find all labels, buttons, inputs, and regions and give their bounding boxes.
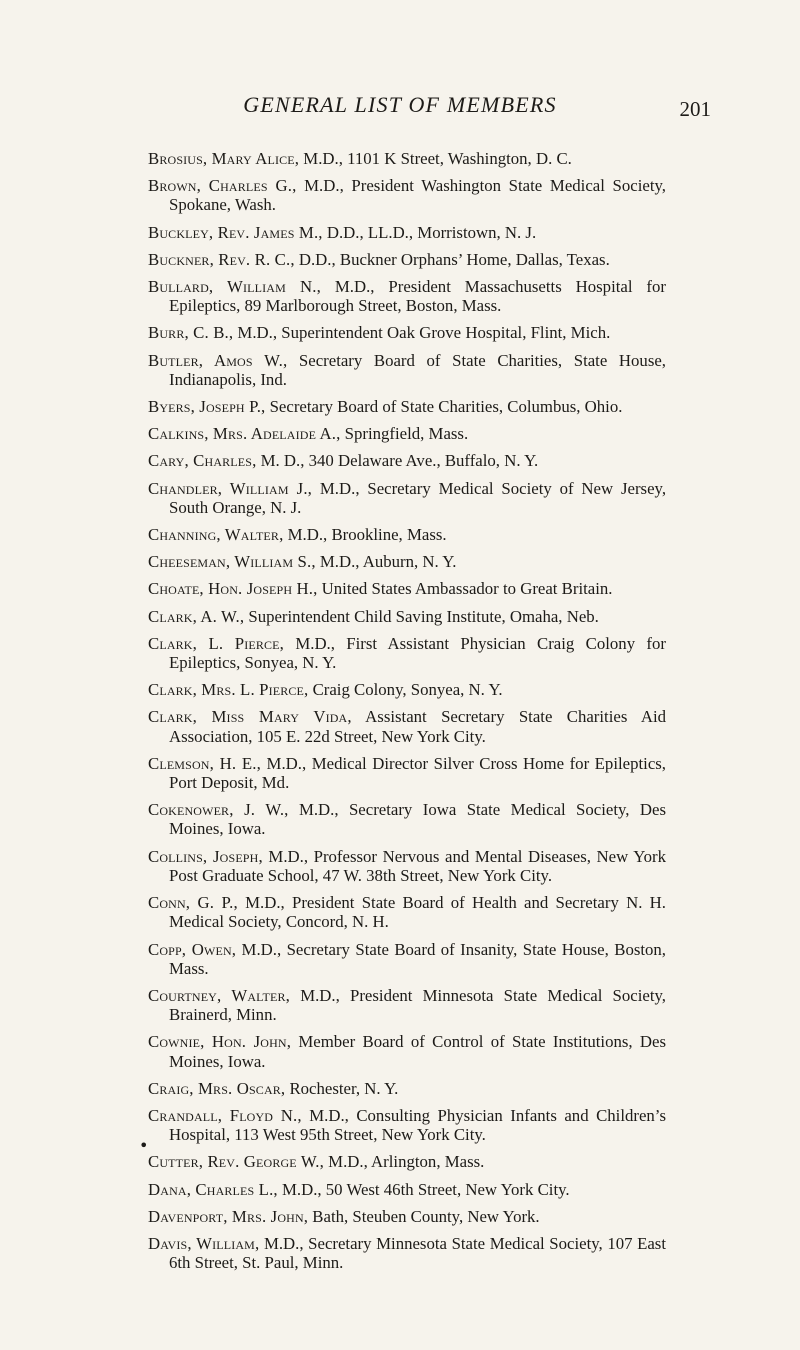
member-name: Davenport, Mrs. John, <box>148 1206 309 1226</box>
running-head: GENERAL LIST OF MEMBERS <box>243 92 557 117</box>
member-detail: M.D., Arlington, Mass. <box>323 1152 485 1172</box>
member-name: Choate, Hon. Joseph H., <box>148 579 318 599</box>
member-name: Davis, William, <box>148 1233 260 1253</box>
member-detail: M.D., 50 West 46th Street, New York City. <box>277 1179 570 1199</box>
member-name: Clark, A. W., <box>148 606 245 626</box>
member-entry <box>148 1180 666 1199</box>
member-entry <box>148 1152 666 1171</box>
member-entry <box>148 940 666 978</box>
member-name: Clark, Mrs. L. Pierce, <box>148 680 309 700</box>
member-name: Byers, Joseph P., <box>148 397 266 417</box>
member-detail: D.D., LL.D., Morristown, N. J. <box>322 222 537 242</box>
member-detail: Member Board of Control of State Institutions, Des Moines, Iowa. <box>169 1032 666 1071</box>
member-name: Conn, G. P., <box>148 893 238 913</box>
member-name: Chandler, William J., <box>148 478 313 498</box>
member-entry <box>148 525 666 544</box>
member-detail: M.D., President Minnesota State Medical Society, Brainerd, Minn. <box>169 985 666 1025</box>
member-entry <box>148 1079 666 1098</box>
member-name: Butler, Amos W., <box>148 350 288 370</box>
member-entry <box>148 579 666 598</box>
member-name: Crandall, Floyd N., <box>148 1105 302 1125</box>
member-entry <box>148 277 666 315</box>
member-detail: Rochester, N. Y. <box>285 1078 399 1098</box>
member-entry <box>148 1032 666 1070</box>
member-entry <box>148 323 666 342</box>
member-entry <box>148 250 666 269</box>
member-detail: M.D., Secretary State Board of Insanity, State House, Boston, Mass. <box>169 939 666 978</box>
member-entry <box>148 223 666 242</box>
member-entry <box>148 607 666 626</box>
member-entry <box>148 1207 666 1226</box>
member-detail: Assistant Secretary State Charities Aid Association, 105 E. 22d Street, New York City. <box>169 707 666 746</box>
member-detail: M. D., 340 Delaware Ave., Buffalo, N. Y. <box>256 451 539 471</box>
member-detail: M.D., Secretary Iowa State Medical Society, Des Moines, Iowa. <box>169 800 666 839</box>
member-entry <box>148 176 666 214</box>
page-header <box>0 92 800 126</box>
member-name: Courtney, Walter, <box>148 985 291 1005</box>
member-name: Bullard, William N., <box>148 277 321 297</box>
member-detail: M.D., Secretary Minnesota State Medical Society, 107 East 6th Street, St. Paul, Minn. <box>169 1233 666 1273</box>
member-name: Brown, Charles G., <box>148 176 297 196</box>
member-name: Cary, Charles, <box>148 451 257 471</box>
member-detail: Bath, Steuben County, New York. <box>308 1206 540 1226</box>
member-detail: M.D., Consulting Physician Infants and Children’s Hospital, 113 West 95th Street, New York City. <box>169 1105 666 1145</box>
member-detail: M.D., President Massachusetts Hospital for Epileptics, 89 Marlborough Street, Boston, Mass. <box>169 277 666 316</box>
member-name: Buckley, Rev. James M., <box>148 222 323 242</box>
member-entry <box>148 479 666 517</box>
member-name: Copp, Owen, <box>148 939 237 959</box>
member-detail: United States Ambassador to Great Britain. <box>317 579 613 599</box>
member-name: Dana, Charles L., <box>148 1179 278 1199</box>
margin-bullet: • <box>139 1136 149 1155</box>
member-name: Calkins, Mrs. Adelaide A., <box>148 424 341 444</box>
member-detail: M.D., Brookline, Mass. <box>283 525 447 545</box>
member-detail: M.D., Auburn, N. Y. <box>315 552 457 572</box>
member-detail: Springfield, Mass. <box>340 424 469 444</box>
page-number: 201 <box>679 97 711 121</box>
member-entry <box>148 680 666 699</box>
member-detail: M.D., First Assistant Physician Craig Colony for Epileptics, Sonyea, N. Y. <box>169 633 667 673</box>
member-entry <box>148 451 666 470</box>
member-name: Craig, Mrs. Oscar, <box>148 1078 286 1098</box>
member-name: Collins, Joseph, <box>148 846 263 866</box>
member-name: Channing, Walter, <box>148 525 284 545</box>
member-name: Burr, C. B., <box>148 323 234 343</box>
member-detail: M.D., President Washington State Medical Society, Spokane, Wash. <box>169 176 666 215</box>
member-detail: M.D., President State Board of Health and Secretary N. H. Medical Society, Concord, N. H. <box>169 893 666 932</box>
member-entry <box>148 893 666 931</box>
member-entry <box>148 552 666 571</box>
member-name: Cutter, Rev. George W., <box>148 1152 324 1172</box>
member-detail: Craig Colony, Sonyea, N. Y. <box>308 680 503 700</box>
member-name: Clemson, H. E., <box>148 753 261 773</box>
member-entry <box>148 149 666 168</box>
member-entry <box>148 1234 666 1272</box>
member-entry <box>148 351 666 389</box>
member-name: Brosius, Mary Alice, <box>148 149 300 168</box>
member-entry <box>148 397 666 416</box>
member-name: Cheeseman, William S., <box>148 552 316 572</box>
member-detail: M.D., Professor Nervous and Mental Diseases, New York Post Graduate School, 47 W. 38th Street, New York City. <box>169 846 667 885</box>
member-list <box>148 149 666 1280</box>
member-entry <box>148 707 666 745</box>
member-detail: M.D., Superintendent Oak Grove Hospital, Flint, Mich. <box>233 323 611 343</box>
member-detail: Secretary Board of State Charities, State House, Indianapolis, Ind. <box>169 350 666 389</box>
member-name: Cownie, Hon. John, <box>148 1032 292 1052</box>
member-detail: M.D., Secretary Medical Society of New Jersey, South Orange, N. J. <box>169 478 667 517</box>
member-detail: D.D., Buckner Orphans’ Home, Dallas, Texas. <box>294 249 610 269</box>
member-name: Cokenower, J. W., <box>148 800 289 820</box>
member-detail: M.D., 1101 K Street, Washington, D. C. <box>299 149 572 168</box>
member-name: Buckner, Rev. R. C., <box>148 249 295 269</box>
member-entry <box>148 634 666 672</box>
member-detail: Superintendent Child Saving Institute, Omaha, Neb. <box>244 606 599 626</box>
member-entry <box>148 424 666 443</box>
member-entry <box>148 986 666 1024</box>
member-name: Clark, L. Pierce, <box>148 633 284 653</box>
member-detail: M.D., Medical Director Silver Cross Home for Epileptics, Port Deposit, Md. <box>169 753 666 793</box>
member-entry <box>148 800 666 838</box>
member-name: Clark, Miss Mary Vida, <box>148 707 352 727</box>
member-detail: Secretary Board of State Charities, Columbus, Ohio. <box>265 397 623 417</box>
member-entry <box>148 1106 666 1144</box>
member-entry <box>148 847 666 885</box>
member-entry <box>148 754 666 792</box>
